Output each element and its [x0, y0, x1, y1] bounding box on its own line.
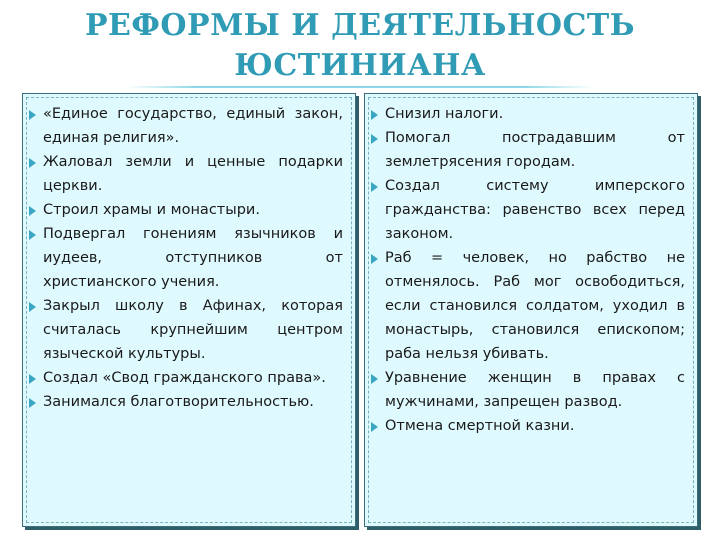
list-item-text: Подвергал гонениям язычников и иудеев, отступников от христианского учения. — [43, 226, 343, 290]
triangle-bullet-icon — [29, 206, 36, 216]
list-item-text: Раб = человек, но рабство не отменялось. Раб мог освободиться, если становился солдатом, уходил в монастырь, становился епископом; раба нельзя убивать. — [385, 250, 685, 362]
list-item-text: Закрыл школу в Афинах, которая считалась крупнейшим центром языческой культуры. — [43, 298, 343, 362]
list-item — [385, 414, 685, 438]
list-item-text: Снизил налоги. — [385, 106, 504, 122]
triangle-bullet-icon — [29, 158, 36, 168]
list-item — [385, 246, 685, 366]
triangle-bullet-icon — [29, 398, 36, 408]
triangle-bullet-icon — [371, 182, 378, 192]
title-underline — [126, 86, 594, 88]
triangle-bullet-icon — [371, 422, 378, 432]
list-item-text: Занимался благотворительностью. — [43, 394, 314, 410]
list-item — [385, 174, 685, 246]
list-item-text: Отмена смертной казни. — [385, 418, 575, 434]
triangle-bullet-icon — [371, 134, 378, 144]
triangle-bullet-icon — [29, 110, 36, 120]
list-item — [385, 126, 685, 174]
triangle-bullet-icon — [371, 254, 378, 264]
triangle-bullet-icon — [29, 302, 36, 312]
left-panel — [22, 93, 356, 527]
slide-title — [0, 6, 720, 86]
list-item — [43, 198, 343, 222]
list-item-text: Уравнение женщин в правах с мужчинами, запрещен развод. — [385, 370, 685, 410]
triangle-bullet-icon — [29, 230, 36, 240]
list-item-text: «Единое государство, единый закон, единая религия». — [43, 106, 343, 146]
triangle-bullet-icon — [371, 374, 378, 384]
list-item-text: Создал систему имперского гражданства: равенство всех перед законом. — [385, 178, 685, 242]
list-item — [43, 366, 343, 390]
list-item — [385, 366, 685, 414]
list-item — [43, 390, 343, 414]
left-list — [23, 94, 355, 414]
triangle-bullet-icon — [371, 110, 378, 120]
list-item — [43, 150, 343, 198]
list-item-text: Помогал пострадавшим от землетрясения городам. — [385, 130, 685, 170]
right-list — [365, 94, 697, 438]
list-item-text: Создал «Свод гражданского права». — [43, 370, 326, 386]
list-item-text: Строил храмы и монастыри. — [43, 202, 260, 218]
list-item — [43, 222, 343, 294]
list-item — [43, 102, 343, 150]
list-item — [385, 102, 685, 126]
title-line-2: ЮСТИНИАНА — [234, 48, 486, 83]
list-item-text: Жаловал земли и ценные подарки церкви. — [43, 154, 343, 194]
triangle-bullet-icon — [29, 374, 36, 384]
list-item — [43, 294, 343, 366]
right-panel — [364, 93, 698, 527]
title-line-1: РЕФОРМЫ И ДЕЯТЕЛЬНОСТЬ — [85, 8, 635, 43]
